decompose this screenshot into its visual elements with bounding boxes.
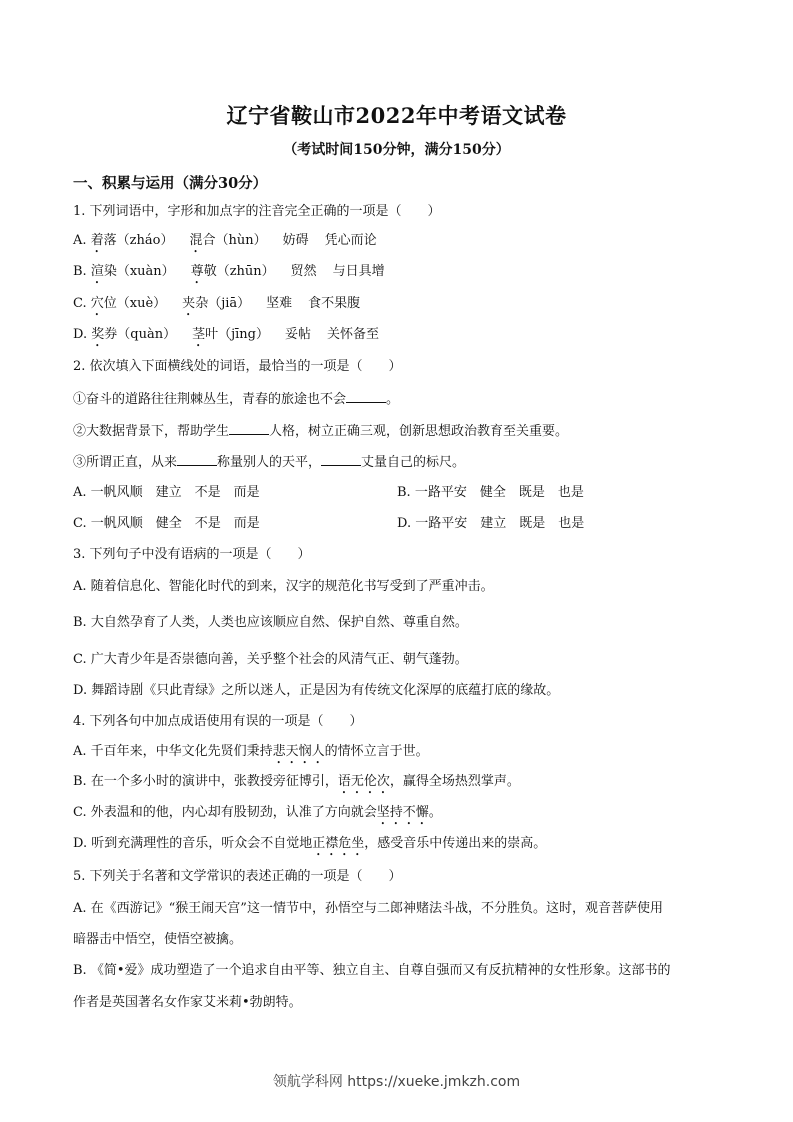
question-4-option-a: A. 千百年来，中华文化先贤们秉持悲天悯人的情怀立言于世。	[73, 744, 429, 759]
question-3-option-a: A. 随着信息化、智能化时代的到来，汉字的规范化书写受到了严重冲击。	[73, 579, 494, 594]
fill-blank	[177, 453, 217, 466]
fill-blank	[229, 422, 269, 435]
question-2-sentence-2: ②大数据背景下，帮助学生 人格，树立正确三观，创新思想政治教育至关重要。	[73, 424, 569, 439]
question-4-option-b: B. 在一个多小时的演讲中，张教授旁征博引，语无伦次，赢得全场热烈掌声。	[73, 774, 520, 789]
question-5-option-b-line-2: 作者是英国著名女作家艾米莉•勃朗特。	[73, 995, 302, 1010]
fill-blank	[321, 453, 361, 466]
question-1-option-a: A. 着落（zháo） 混合（hùn） 妨碍 凭心而论	[73, 233, 377, 248]
question-3-option-d: D. 舞蹈诗剧《只此青绿》之所以迷人，正是因为有传统文化深厚的底蕴打底的缘故。	[73, 683, 560, 698]
footer-watermark: 领航学科网 https://xueke.jmkzh.com	[272, 1074, 521, 1090]
question-4-stem: 4. 下列各句中加点成语使用有误的一项是（ ）	[73, 714, 363, 729]
page-title: 辽宁省鞍山市2022年中考语文试卷	[226, 103, 567, 128]
question-1-option-b: B. 渲染（xuàn） 尊敬（zhūn） 贸然 与日具增	[73, 264, 385, 279]
question-5-option-b-line-1: B. 《简•爱》成功塑造了一个追求自由平等、独立自主、自尊自强而又有反抗精神的女性形象。这部书的	[73, 963, 671, 978]
question-1-option-d: D. 奖券（quàn） 茎叶（jīng） 妥帖 关怀备至	[73, 327, 380, 342]
question-2-sentence-3: ③所谓正直，从来 称量别人的天平， 丈量自己的标尺。	[73, 455, 466, 470]
question-2-option-c: C. 一帆风顺 健全 不是 而是	[73, 516, 260, 531]
question-2-option-a: A. 一帆风顺 建立 不是 而是	[73, 485, 260, 500]
question-4-option-d: D. 听到充满理性的音乐，听众会不自觉地正襟危坐，感受音乐中传递出来的崇高。	[73, 836, 547, 851]
question-1-option-c: C. 穴位（xuè） 夹杂（jiā） 坚难 食不果腹	[73, 296, 361, 311]
fill-blank	[346, 390, 386, 403]
question-3-option-b: B. 大自然孕育了人类，人类也应该顺应自然、保护自然、尊重自然。	[73, 615, 468, 630]
question-1-stem: 1. 下列词语中，字形和加点字的注音完全正确的一项是（ ）	[73, 204, 441, 219]
question-5-option-a-line-1: A. 在《西游记》“猴王闹天宫”这一情节中，孙悟空与二郎神赌法斗战，不分胜负。这时，观音菩萨使用	[73, 901, 663, 916]
question-5-stem: 5. 下列关于名著和文学常识的表述正确的一项是（ ）	[73, 869, 402, 884]
question-2-option-b: B. 一路平安 健全 既是 也是	[397, 485, 584, 500]
question-3-stem: 3. 下列句子中没有语病的一项是（ ）	[73, 547, 311, 562]
question-2-option-d: D. 一路平安 建立 既是 也是	[397, 516, 585, 531]
question-2-stem: 2. 依次填入下面横线处的词语，最恰当的一项是（ ）	[73, 359, 402, 374]
page-subtitle: （考试时间150分钟，满分150分）	[283, 142, 510, 158]
question-2-sentence-1: ①奋斗的道路往往荆棘丛生，青春的旅途也不会 。	[73, 392, 400, 407]
question-3-option-c: C. 广大青少年是否崇德向善，关乎整个社会的风清气正、朝气蓬勃。	[73, 652, 468, 667]
question-4-option-c: C. 外表温和的他，内心却有股韧劲，认准了方向就会坚持不懈。	[73, 805, 442, 820]
section-heading: 一、积累与运用（满分30分）	[73, 175, 268, 192]
question-5-option-a-line-2: 暗器击中悟空，使悟空被擒。	[73, 932, 243, 947]
